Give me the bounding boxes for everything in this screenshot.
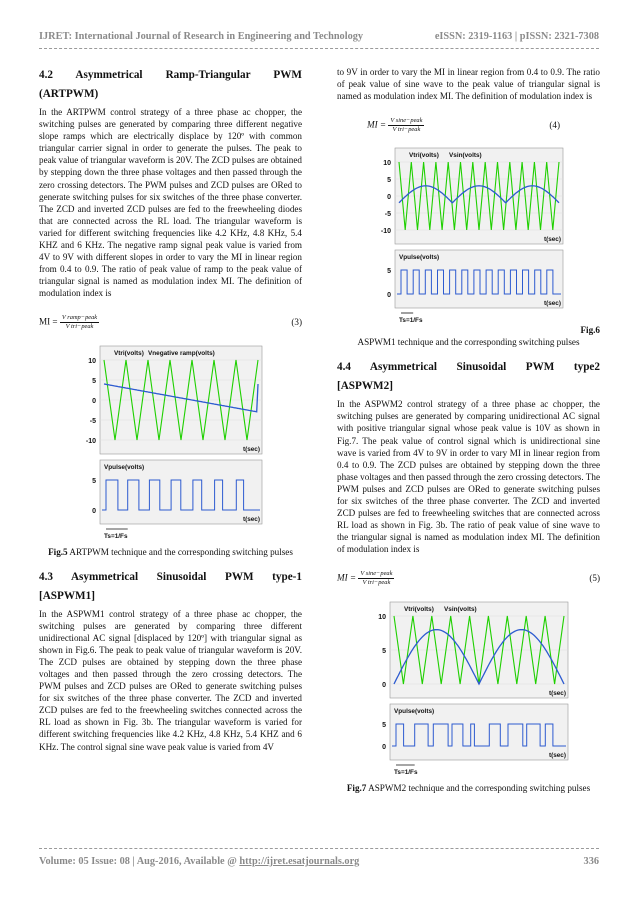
bottom-time-label: t(sec) xyxy=(543,300,561,308)
top-y-tick: 0 xyxy=(91,397,96,405)
top-legend-2: Vnegative ramp(volts) xyxy=(147,349,215,357)
bottom-y-tick: 5 xyxy=(386,268,391,276)
figure-6-caption: ASPWM1 technique and the corresponding switching pulses xyxy=(357,337,580,348)
top-y-tick: 0 xyxy=(381,681,386,689)
section-4-3-body: In the ASPWM1 control strategy of a three phase ac chopper, the switching pulses are generated by comparing three different unidirectional AC signal [displaced by 120º] with triangular signal as shown in Fig.6. The peak to peak value of triangular waveform is 20V. The ZCD pulses are obtained by stepping down the three phase voltages and then passed through the zero crossing detectors. The PWM pulses and ZCD pulses are ORed to generate switching pulses for six switches of the three phase converter. The ZCD and inverted ZCD pulses are fed to the freewheeling switches connected across the RL load as shown in Fig. 3b. The triangular waveform is varied for different switching frequencies like 4.2 KHz, 4.8 KHz, 5.4 KHZ and 6 KHz. The control signal sine wave peak value is varied from 4V xyxy=(39,608,302,752)
top-y-tick: 0 xyxy=(386,194,391,202)
figure-6 xyxy=(371,144,567,324)
top-y-tick: -5 xyxy=(384,211,391,219)
top-time-label: t(sec) xyxy=(242,445,260,453)
footer-rule xyxy=(39,848,599,849)
footer-volume-text: Volume: 05 Issue: 08 | Aug-2016, Available @ xyxy=(39,856,240,867)
figure-6-plot xyxy=(371,144,567,324)
section-4-4-title-cont: [ASPWM2] xyxy=(337,380,393,393)
equation-4 xyxy=(337,112,600,138)
eq3-number: (3) xyxy=(291,317,302,328)
eq5-numerator: V sine−peak xyxy=(360,570,393,577)
issn: eISSN: 2319-1163 | pISSN: 2321-7308 xyxy=(434,31,599,42)
left-column xyxy=(39,66,302,753)
top-y-tick: 10 xyxy=(377,613,386,621)
equation-3 xyxy=(39,310,302,336)
figure-5-plot xyxy=(76,342,266,540)
footer-volume xyxy=(39,856,359,867)
top-legend-1: Vtri(volts) xyxy=(408,152,439,160)
running-footer xyxy=(39,856,599,867)
bottom-y-tick: 5 xyxy=(91,477,96,485)
eq5-fraction xyxy=(358,570,394,587)
running-header xyxy=(39,22,599,42)
bottom-time-label: t(sec) xyxy=(548,751,566,759)
header-rule xyxy=(39,48,599,49)
section-4-3-title-cont: [ASPWM1] xyxy=(39,589,95,602)
figure-7 xyxy=(366,598,572,776)
top-time-label: t(sec) xyxy=(548,689,566,697)
bottom-y-tick: 0 xyxy=(381,743,386,751)
fig7-label: Fig.7 xyxy=(346,782,367,793)
figure-5 xyxy=(76,342,266,540)
eq3-lhs: MI = xyxy=(39,316,58,327)
figure-7-caption xyxy=(337,782,600,794)
bottom-legend: Vpulse(volts) xyxy=(398,254,439,262)
equation-5 xyxy=(337,566,600,592)
journal-link[interactable]: http://ijret.esatjournals.org xyxy=(239,856,360,867)
period-label: Ts=1/Fs xyxy=(398,317,423,325)
eq5-denominator: V tri−peak xyxy=(362,579,391,586)
top-legend-2: Vsin(volts) xyxy=(443,605,477,613)
eq4-fraction xyxy=(388,117,424,134)
section-4-2-title-cont: (ARTPWM) xyxy=(39,88,99,100)
top-y-tick: 10 xyxy=(87,357,96,365)
top-legend-2: Vsin(volts) xyxy=(448,152,482,160)
eq5-number: (5) xyxy=(589,573,600,584)
top-y-tick: -10 xyxy=(85,437,96,445)
top-y-tick: 5 xyxy=(91,377,96,385)
top-y-tick: 10 xyxy=(382,160,391,168)
right-column xyxy=(337,66,600,794)
top-y-tick: -5 xyxy=(89,417,96,425)
bottom-legend: Vpulse(volts) xyxy=(393,707,434,715)
figure-7-plot xyxy=(366,598,572,776)
section-4-2-title: 4.2 Asymmetrical Ramp-Triangular PWM xyxy=(39,69,302,81)
section-4-3-body-cont: to 9V in order to vary the MI in linear region from 0.4 to 0.9. The ratio of peak value of sine wave to the peak value of triangular signal is named as modulation index MI. The definition of modulation index is xyxy=(337,67,600,102)
section-4-4-title: 4.4 Asymmetrical Sinusoidal PWM type2 xyxy=(337,361,600,374)
figure-5-caption xyxy=(39,546,302,558)
bottom-y-tick: 5 xyxy=(381,721,386,729)
bottom-time-label: t(sec) xyxy=(242,515,260,523)
section-4-3-title: 4.3 Asymmetrical Sinusoidal PWM type-1 xyxy=(39,570,302,583)
eq4-number: (4) xyxy=(549,120,560,131)
page-number: 336 xyxy=(583,856,599,867)
period-label: Ts=1/Fs xyxy=(103,532,128,540)
fig7-caption-text: ASPWM2 technique and the corresponding switching pulses xyxy=(366,782,591,793)
fig6-label: Fig.6 xyxy=(580,325,600,336)
section-4-4-body: In the ASPWM2 control strategy of a three phase ac chopper, the switching pulses are generated by comparing unidirectional AC signal with positive triangular signal whose peak value is 10V as shown in Fig.7. The peak value of control signal which is unidirectional sine wave is varied from 4V to 9V in order to vary MI in linear region from 0.4 to 0.9. The ZCD pulses are obtained by stepping down the three phase voltages and then passed through the zero crossing detectors. The PWM pulses and ZCD pulses are ORed to generate switching pulses for six switches of the three phase converter. The ZCD and inverted ZCD pulses are fed to freewheeling switches that are connected across RL load as shown in Fig. 3b. The ratio of peak value of sine wave to the triangular signal is named as modulation index MI. The definition of modulation index is xyxy=(337,399,600,555)
journal-name: IJRET: International Journal of Research in Engineering and Technology xyxy=(39,31,364,42)
fig5-caption-text: ARTPWM technique and the corresponding switching pulses xyxy=(67,546,293,557)
eq3-numerator: V ramp−peak xyxy=(61,314,98,321)
eq4-numerator: V sine−peak xyxy=(390,116,423,124)
top-y-tick: -10 xyxy=(380,228,391,236)
eq3-fraction xyxy=(60,314,99,331)
bottom-y-tick: 0 xyxy=(91,507,96,515)
top-y-tick: 5 xyxy=(381,647,386,655)
top-legend-1: Vtri(volts) xyxy=(403,605,434,613)
top-time-label: t(sec) xyxy=(543,236,561,244)
eq4-lhs: MI = xyxy=(367,119,387,130)
section-4-2-body: In the ARTPWM control strategy of a three phase ac chopper, the switching pulses are generated by comparing three different negative slope ramps which are electrically displace by 120º with common triangular carrier signal in order to generate the pulses. The peak to peak value of triangular waveform is 20V. The ZCD pulses are obtained by stepping down the three phase voltages and then passed through the zero crossing detectors. The PWM pulses and ZCD pulses are ORed to generate switching pulses for six switches of the three phase converter. The ZCD and inverted ZCD pulses are fed to the freewheeling diodes that are connected across the RL load. The triangular waveform is varied for different switching frequencies like 4.2 KHz, 4.8 KHz, 5.4 KHZ and 6 KHz. The negative ramp signal peak value is varied from 4V to 9V with different slopes in order to vary the MI in linear region from 0.4 to 0.9. The ratio of peak value of ramp to the peak value of triangular signal is named as modulation index MI. The definition of modulation index is xyxy=(39,107,302,299)
eq5-lhs: MI = xyxy=(337,572,357,583)
bottom-legend: Vpulse(volts) xyxy=(103,463,144,471)
period-label: Ts=1/Fs xyxy=(393,768,418,776)
top-legend-1: Vtri(volts) xyxy=(113,349,144,357)
eq4-denominator: V tri−peak xyxy=(392,125,421,133)
fig5-label: Fig.5 xyxy=(48,546,68,557)
top-y-tick: 5 xyxy=(386,177,391,185)
bottom-y-tick: 0 xyxy=(386,292,391,300)
eq3-denominator: V tri−peak xyxy=(65,323,94,330)
